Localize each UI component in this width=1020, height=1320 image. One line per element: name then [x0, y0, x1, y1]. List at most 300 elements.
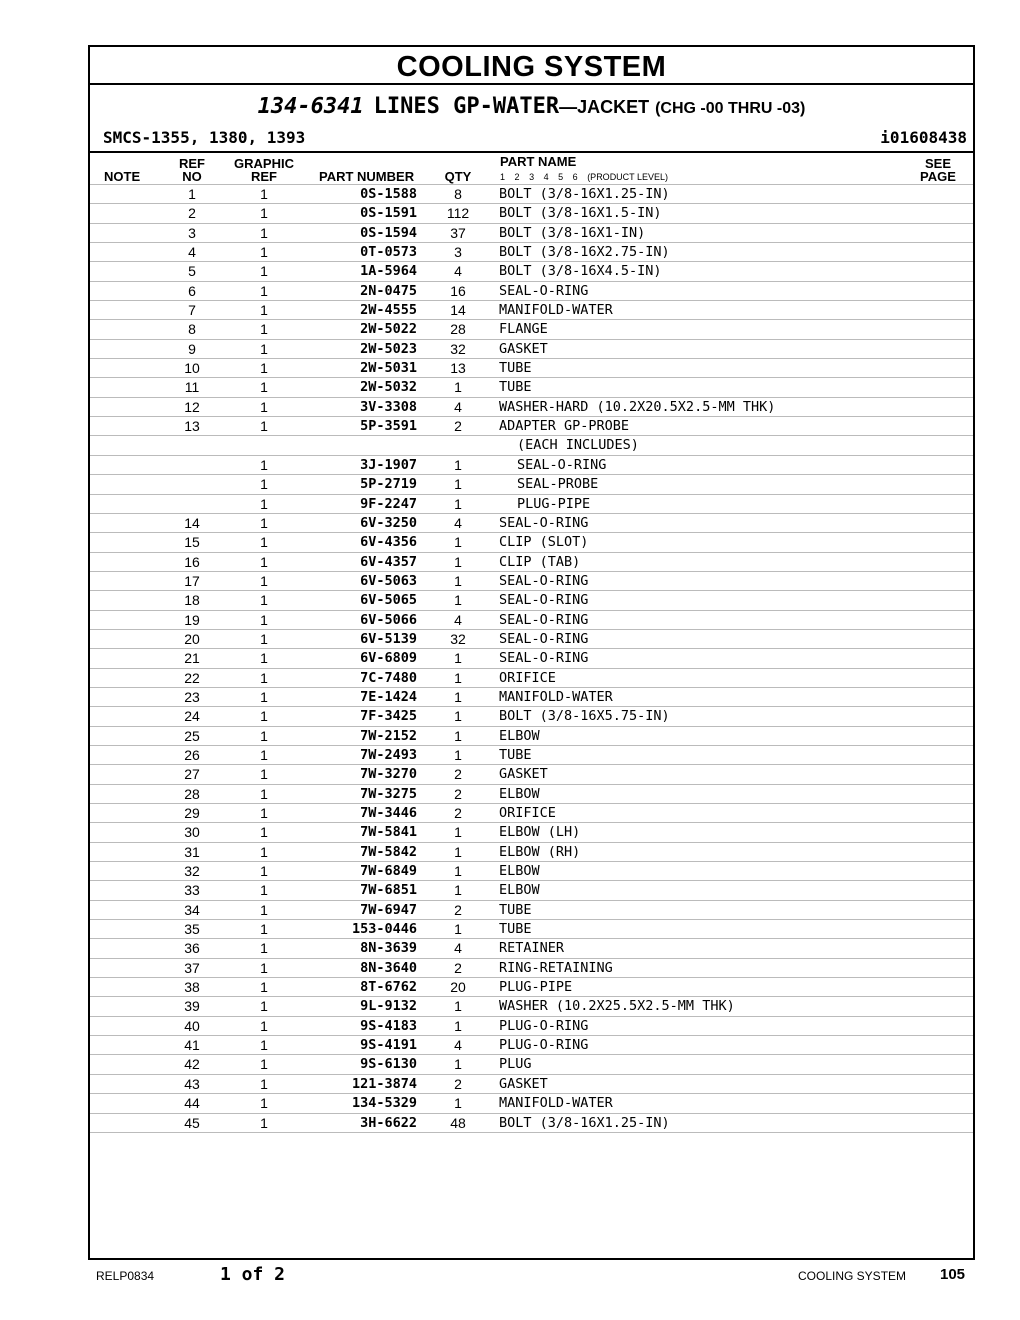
part-name: PLUG-PIPE	[517, 495, 591, 512]
graphic-ref: 1	[260, 572, 268, 589]
product-level-scale	[500, 172, 668, 182]
graphic-ref: 1	[260, 824, 268, 841]
ref-no: 18	[184, 592, 200, 609]
part-number: 5P-3591	[360, 418, 417, 435]
quantity: 112	[446, 205, 470, 222]
quantity: 28	[450, 321, 466, 338]
part-name: GASKET	[499, 340, 548, 357]
part-name: BOLT (3/8-16X1.25-IN)	[499, 1114, 670, 1131]
quantity: 37	[450, 224, 466, 241]
ref-no: 5	[188, 263, 196, 280]
part-number: 0S-1588	[360, 186, 417, 202]
ref-no: 38	[184, 979, 200, 996]
ref-no: 30	[184, 824, 200, 841]
part-number: 9F-2247	[360, 495, 417, 512]
table-row	[90, 687, 973, 706]
group-name: LINES GP-WATER	[373, 94, 560, 119]
table-row	[90, 513, 973, 532]
table-row	[90, 532, 973, 551]
part-name: ELBOW	[499, 785, 540, 802]
ref-no: 22	[184, 669, 200, 686]
part-number: 5P-2719	[360, 476, 417, 493]
ref-no: 20	[184, 630, 200, 647]
ref-no: 29	[184, 805, 200, 821]
table-row	[90, 242, 973, 261]
part-number: 2W-5032	[360, 379, 417, 396]
quantity: 1	[454, 882, 462, 899]
level-5: 5	[558, 172, 564, 182]
header-ref-line2: NO	[182, 169, 202, 184]
graphic-ref: 1	[260, 340, 268, 357]
ref-no: 13	[184, 418, 200, 435]
part-number: 7F-3425	[360, 708, 417, 725]
part-number: 7W-5842	[360, 843, 417, 860]
graphic-ref: 1	[260, 921, 268, 938]
part-number: 134-5329	[351, 1095, 417, 1112]
graphic-ref: 1	[260, 495, 268, 512]
graphic-ref: 1	[260, 998, 268, 1015]
part-name: RING-RETAINING	[499, 959, 613, 976]
graphic-ref: 1	[260, 186, 268, 202]
quantity: 1	[454, 650, 462, 667]
group-name-dash: —	[559, 97, 578, 117]
ref-no: 15	[184, 534, 200, 551]
table-row	[90, 764, 973, 783]
table-row	[90, 397, 973, 416]
level-1: 1	[500, 172, 506, 182]
footer-section: COOLING SYSTEM	[798, 1269, 907, 1283]
graphic-ref: 1	[260, 321, 268, 338]
table-row	[90, 300, 973, 319]
part-name: SEAL-O-RING	[499, 282, 589, 299]
graphic-ref: 1	[260, 766, 268, 783]
part-name: TUBE	[499, 379, 532, 396]
part-number: 7E-1424	[360, 688, 417, 705]
part-name: SEAL-O-RING	[499, 630, 589, 647]
table-row	[90, 474, 973, 493]
quantity: 1	[454, 534, 462, 551]
table-row	[90, 223, 973, 242]
ref-no: 35	[184, 921, 200, 938]
ref-no: 41	[184, 1037, 200, 1054]
ref-no: 33	[184, 882, 200, 899]
quantity: 1	[454, 379, 462, 396]
part-number: 7W-3275	[360, 785, 417, 802]
part-name: TUBE	[499, 746, 532, 763]
graphic-ref: 1	[260, 282, 268, 299]
part-number: 9S-4191	[360, 1037, 417, 1054]
part-name: SEAL-O-RING	[499, 514, 589, 531]
ref-no: 44	[184, 1095, 200, 1112]
ref-no: 3	[188, 224, 196, 241]
quantity: 4	[454, 1037, 462, 1054]
table-row	[90, 668, 973, 687]
header-part-number: PART NUMBER	[319, 169, 415, 184]
part-name: SEAL-O-RING	[517, 456, 607, 473]
ref-no: 6	[188, 282, 196, 299]
ref-no: 39	[184, 998, 200, 1015]
part-number: 7W-6851	[360, 882, 417, 899]
part-name: SEAL-PROBE	[517, 476, 599, 493]
graphic-ref: 1	[260, 611, 268, 628]
part-number: 1A-5964	[360, 263, 417, 280]
graphic-ref: 1	[260, 205, 268, 222]
level-6: 6	[572, 172, 578, 182]
part-number: 6V-4356	[360, 534, 417, 551]
quantity: 32	[450, 340, 466, 357]
part-name: MANIFOLD-WATER	[499, 1095, 613, 1112]
header-graphic-line1: GRAPHIC	[234, 156, 294, 171]
graphic-ref: 1	[260, 746, 268, 763]
group-title	[90, 91, 973, 124]
ref-no: 24	[184, 708, 200, 725]
part-number: 6V-6809	[360, 650, 417, 667]
graphic-ref: 1	[260, 360, 268, 377]
table-row	[90, 494, 973, 513]
ref-no: 11	[184, 379, 200, 396]
ref-no: 16	[184, 553, 200, 570]
graphic-ref: 1	[260, 805, 268, 821]
part-name: MANIFOLD-WATER	[499, 688, 613, 705]
graphic-ref: 1	[260, 1114, 268, 1131]
part-name: BOLT (3/8-16X1.25-IN)	[499, 186, 670, 202]
table-row	[90, 1074, 973, 1093]
quantity: 14	[450, 302, 466, 319]
part-name: BOLT (3/8-16X1.5-IN)	[499, 205, 662, 222]
part-number: 2W-5022	[360, 321, 417, 338]
part-number: 7W-3270	[360, 766, 417, 783]
part-name: MANIFOLD-WATER	[499, 302, 613, 319]
graphic-ref: 1	[260, 244, 268, 261]
quantity: 1	[454, 476, 462, 493]
quantity: 2	[454, 959, 462, 976]
table-row	[90, 861, 973, 880]
graphic-ref: 1	[260, 979, 268, 996]
quantity: 1	[454, 746, 462, 763]
table-row	[90, 842, 973, 861]
part-name: WASHER-HARD (10.2X20.5X2.5-MM THK)	[499, 398, 776, 415]
table-row	[90, 803, 973, 822]
ref-no: 1	[188, 186, 196, 202]
quantity: 1	[454, 727, 462, 744]
ref-no: 45	[184, 1114, 200, 1131]
graphic-ref: 1	[260, 650, 268, 667]
part-number: 0T-0573	[360, 244, 417, 261]
part-number: 9S-4183	[360, 1017, 417, 1034]
table-row	[90, 1035, 973, 1054]
part-name: SEAL-O-RING	[499, 592, 589, 609]
part-name: ORIFICE	[499, 805, 556, 821]
quantity: 32	[450, 630, 466, 647]
quantity: 13	[450, 360, 466, 377]
table-row	[90, 919, 973, 938]
graphic-ref: 1	[260, 901, 268, 918]
part-number: 7W-2152	[360, 727, 417, 744]
graphic-ref: 1	[260, 534, 268, 551]
table-row	[90, 745, 973, 764]
table-row	[90, 958, 973, 977]
graphic-ref: 1	[260, 863, 268, 880]
ref-no: 7	[188, 302, 196, 319]
part-number: 8N-3639	[360, 940, 417, 957]
table-row	[90, 319, 973, 338]
graphic-ref: 1	[260, 669, 268, 686]
part-number: 0S-1594	[360, 224, 417, 241]
quantity: 1	[454, 688, 462, 705]
part-name: CLIP (SLOT)	[499, 534, 589, 551]
part-name: RETAINER	[499, 940, 565, 957]
graphic-ref: 1	[260, 940, 268, 957]
quantity: 16	[450, 282, 466, 299]
part-number: 121-3874	[351, 1075, 417, 1092]
level-3: 3	[529, 172, 535, 182]
table-row	[90, 1113, 973, 1133]
quantity: 1	[454, 669, 462, 686]
graphic-ref: 1	[260, 224, 268, 241]
part-number: 7W-6849	[360, 863, 417, 880]
quantity: 2	[454, 805, 462, 821]
ref-no: 25	[184, 727, 200, 744]
header-graphic-line2: REF	[251, 169, 277, 184]
ref-no: 43	[184, 1075, 200, 1092]
part-number: 2N-0475	[360, 282, 417, 299]
part-number: 3H-6622	[360, 1114, 417, 1131]
part-number: 7W-5841	[360, 824, 417, 841]
graphic-ref: 1	[260, 1075, 268, 1092]
table-row	[90, 938, 973, 957]
table-row	[90, 339, 973, 358]
quantity: 4	[454, 611, 462, 628]
quantity: 1	[454, 592, 462, 609]
quantity: 8	[454, 186, 462, 202]
quantity: 20	[450, 979, 466, 996]
ref-no: 28	[184, 785, 200, 802]
ref-no: 42	[184, 1056, 200, 1073]
part-number: 2W-5031	[360, 360, 417, 377]
part-number: 6V-5139	[360, 630, 417, 647]
quantity: 2	[454, 1075, 462, 1092]
table-row	[90, 416, 973, 435]
ref-no: 36	[184, 940, 200, 957]
ref-no: 9	[188, 340, 196, 357]
table-row	[90, 900, 973, 919]
quantity: 1	[454, 495, 462, 512]
graphic-ref: 1	[260, 959, 268, 976]
ref-no: 2	[188, 205, 196, 222]
part-number: 153-0446	[351, 921, 417, 938]
table-row	[90, 706, 973, 725]
part-number: 9S-6130	[360, 1056, 417, 1073]
ref-no: 37	[184, 959, 200, 976]
table-row	[90, 184, 973, 203]
header-part-name: PART NAME	[500, 154, 577, 169]
graphic-ref: 1	[260, 398, 268, 415]
header-note: NOTE	[104, 169, 141, 184]
part-name: SEAL-O-RING	[499, 572, 589, 589]
part-number: 9L-9132	[360, 998, 417, 1015]
part-number: 6V-4357	[360, 553, 417, 570]
quantity: 1	[454, 456, 462, 473]
graphic-ref: 1	[260, 708, 268, 725]
part-number: 8T-6762	[360, 979, 417, 996]
table-row	[90, 822, 973, 841]
table-row	[90, 1054, 973, 1073]
table-row	[90, 261, 973, 280]
group-name-suffix: JACKET	[577, 97, 650, 117]
quantity: 2	[454, 785, 462, 802]
graphic-ref: 1	[260, 263, 268, 280]
quantity: 1	[454, 998, 462, 1015]
part-name: ORIFICE	[499, 669, 556, 686]
quantity: 1	[454, 1017, 462, 1034]
part-name: GASKET	[499, 766, 548, 783]
table-row	[90, 610, 973, 629]
part-name: PLUG-PIPE	[499, 979, 573, 996]
table-row	[90, 590, 973, 609]
part-name: BOLT (3/8-16X4.5-IN)	[499, 263, 662, 280]
graphic-ref: 1	[260, 592, 268, 609]
graphic-ref: 1	[260, 476, 268, 493]
ref-no: 4	[188, 244, 196, 261]
part-name: TUBE	[499, 901, 532, 918]
ref-no: 17	[184, 572, 200, 589]
part-name: SEAL-O-RING	[499, 611, 589, 628]
graphic-ref: 1	[260, 302, 268, 319]
product-level-label: (PRODUCT LEVEL)	[587, 172, 669, 182]
illustration-id: i01608438	[880, 128, 967, 147]
quantity: 2	[454, 766, 462, 783]
ref-no: 27	[184, 766, 200, 783]
graphic-ref: 1	[260, 1056, 268, 1073]
level-4: 4	[543, 172, 549, 182]
page-number: 105	[940, 1266, 966, 1283]
part-number: 6V-5066	[360, 611, 417, 628]
quantity: 1	[454, 572, 462, 589]
header-ref-line1: REF	[179, 156, 205, 171]
ref-no: 14	[184, 514, 200, 531]
table-row	[90, 977, 973, 996]
part-name: ELBOW (LH)	[499, 824, 581, 841]
graphic-ref: 1	[260, 553, 268, 570]
quantity: 1	[454, 863, 462, 880]
part-number: 8N-3640	[360, 959, 417, 976]
header-see-line2: PAGE	[920, 169, 956, 184]
ref-no: 31	[184, 843, 200, 860]
quantity: 1	[454, 1095, 462, 1112]
table-row	[90, 726, 973, 745]
quantity: 48	[450, 1114, 466, 1131]
ref-no: 8	[188, 321, 196, 338]
part-name: ELBOW	[499, 863, 540, 880]
part-number: 2W-5023	[360, 340, 417, 357]
part-name: TUBE	[499, 921, 532, 938]
part-name: SEAL-O-RING	[499, 650, 589, 667]
header-divider	[90, 151, 973, 153]
quantity: 3	[454, 244, 462, 261]
part-name: ADAPTER GP-PROBE	[499, 418, 630, 435]
part-name: ELBOW	[499, 727, 540, 744]
graphic-ref: 1	[260, 514, 268, 531]
part-number: 7W-6947	[360, 901, 417, 918]
page-title: COOLING SYSTEM	[90, 47, 973, 85]
smcs-codes: SMCS-1355, 1380, 1393	[103, 128, 306, 147]
ref-no: 26	[184, 746, 200, 763]
quantity: 1	[454, 843, 462, 860]
part-name: ELBOW (RH)	[499, 843, 581, 860]
part-name: WASHER (10.2X25.5X2.5-MM THK)	[499, 998, 735, 1015]
page-of-indicator: 1 of 2	[220, 1264, 286, 1285]
graphic-ref: 1	[260, 1095, 268, 1112]
part-number: 3J-1907	[360, 456, 417, 473]
table-row	[90, 455, 973, 474]
ref-no: 19	[184, 611, 200, 628]
change-range: (CHG -00 THRU -03)	[655, 100, 806, 117]
ref-no: 21	[184, 650, 200, 667]
document-code: RELP0834	[96, 1269, 155, 1283]
part-name: PLUG	[499, 1056, 532, 1073]
graphic-ref: 1	[260, 379, 268, 396]
table-row	[90, 996, 973, 1015]
part-name: TUBE	[499, 360, 532, 377]
graphic-ref: 1	[260, 456, 268, 473]
header-qty: QTY	[444, 169, 472, 184]
parts-page-frame	[88, 45, 975, 1260]
part-number: 7C-7480	[360, 669, 417, 686]
part-name: PLUG-O-RING	[499, 1037, 589, 1054]
graphic-ref: 1	[260, 727, 268, 744]
table-row	[90, 203, 973, 222]
level-2: 2	[514, 172, 520, 182]
quantity: 1	[454, 921, 462, 938]
part-number: 6V-5065	[360, 592, 417, 609]
graphic-ref: 1	[260, 630, 268, 647]
part-number: 6V-5063	[360, 572, 417, 589]
table-row	[90, 552, 973, 571]
part-name: BOLT (3/8-16X5.75-IN)	[499, 708, 670, 725]
group-part-number: 134-6341	[257, 94, 364, 119]
quantity: 4	[454, 514, 462, 531]
ref-no: 23	[184, 688, 200, 705]
table-row	[90, 358, 973, 377]
part-name: CLIP (TAB)	[499, 553, 581, 570]
quantity: 4	[454, 263, 462, 280]
quantity: 2	[454, 901, 462, 918]
ref-no: 32	[184, 863, 200, 880]
part-name: BOLT (3/8-16X1-IN)	[499, 224, 646, 241]
quantity: 1	[454, 553, 462, 570]
part-number: 7W-2493	[360, 746, 417, 763]
part-name: GASKET	[499, 1075, 548, 1092]
table-row	[90, 281, 973, 300]
graphic-ref: 1	[260, 688, 268, 705]
parts-list	[90, 184, 973, 1133]
part-number: 0S-1591	[360, 205, 417, 222]
part-number: 3V-3308	[360, 398, 417, 415]
part-name: (EACH INCLUDES)	[517, 437, 639, 454]
table-row	[90, 1093, 973, 1112]
graphic-ref: 1	[260, 843, 268, 860]
header-see-line1: SEE	[924, 156, 951, 171]
part-name: FLANGE	[499, 321, 548, 338]
quantity: 1	[454, 1056, 462, 1073]
quantity: 1	[454, 708, 462, 725]
table-row	[90, 435, 973, 454]
ref-no: 34	[184, 901, 200, 918]
quantity: 2	[454, 418, 462, 435]
table-row	[90, 648, 973, 667]
part-number: 2W-4555	[360, 302, 417, 319]
table-row	[90, 377, 973, 396]
